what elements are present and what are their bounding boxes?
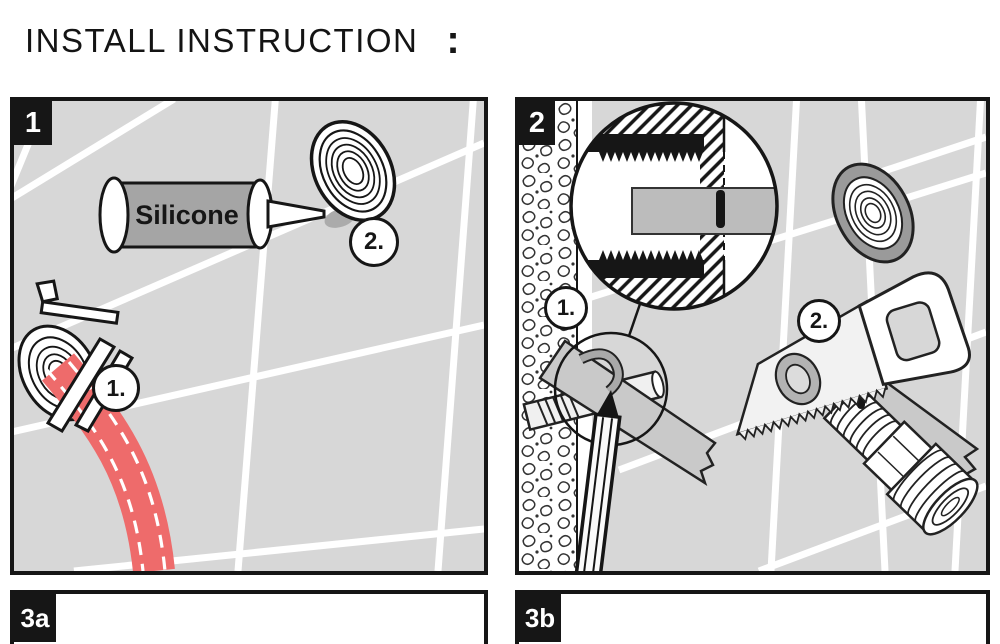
step-2-badge: 2 <box>519 101 555 145</box>
silicone-label: Silicone <box>135 200 239 230</box>
callout-mark-pipe: 1. <box>544 286 588 330</box>
step-3a-badge: 3a <box>14 594 56 642</box>
title-colon: : <box>446 18 460 62</box>
step-1-badge: 1 <box>14 101 52 145</box>
panel-step-3b <box>515 590 990 644</box>
panel-step-1 <box>10 97 488 575</box>
tube-back-cap <box>100 178 128 252</box>
callout-apply-ring: 2. <box>349 217 399 267</box>
panel-step-3a <box>10 590 488 644</box>
sheet-header <box>25 18 460 62</box>
panel-step-2 <box>515 97 990 575</box>
page-title: INSTALL INSTRUCTION <box>25 22 419 59</box>
step-3b-badge: 3b <box>519 594 561 642</box>
callout-seal-pipes: 1. <box>92 364 140 412</box>
step1-illustration <box>14 101 484 571</box>
step2-illustration <box>519 101 986 571</box>
callout-cut-pipe: 2. <box>797 299 841 343</box>
